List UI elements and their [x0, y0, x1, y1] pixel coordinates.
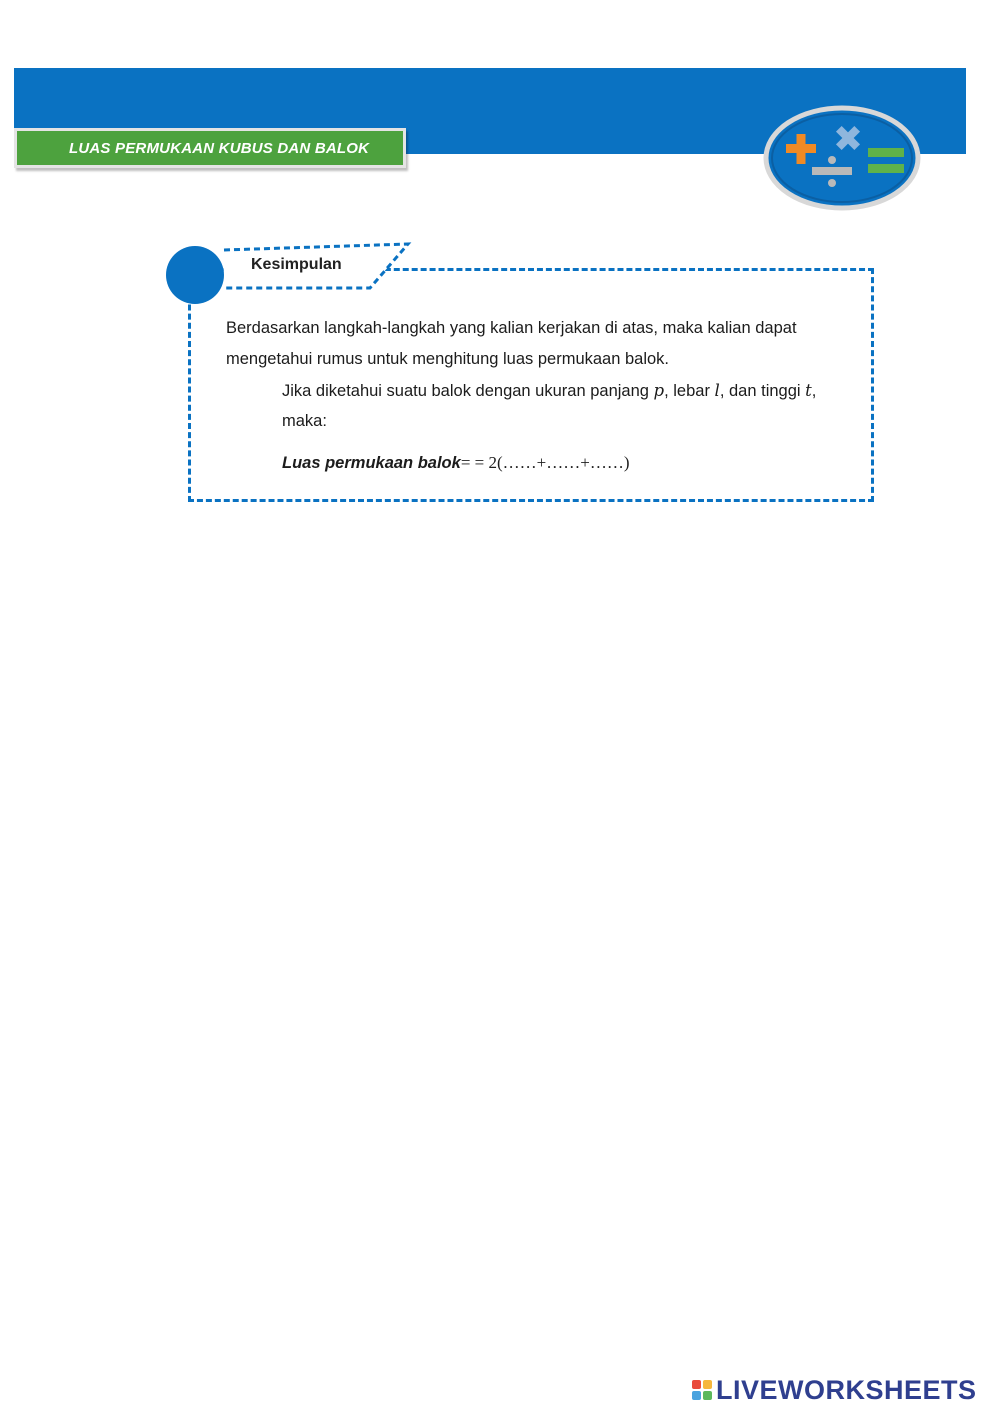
liveworksheets-mark-icon	[692, 1380, 712, 1400]
line3-text-b: , lebar	[664, 382, 715, 400]
variable-t: t	[805, 381, 812, 400]
section-title-tab	[14, 128, 406, 168]
line3-text-d: ,	[811, 382, 817, 400]
conclusion-line-4: maka:	[282, 412, 327, 430]
section-title: LUAS PERMUKAAN KUBUS DAN BALOK	[69, 139, 370, 157]
liveworksheets-brand: LIVEWORKSHEETS	[716, 1374, 977, 1405]
conclusion-line-1: Berdasarkan langkah-langkah yang kalian kerjakan di atas, maka kalian dapat	[226, 319, 797, 337]
line3-text-a: Jika diketahui suatu balok dengan ukuran panjang	[282, 382, 654, 400]
variable-l: l	[714, 381, 720, 400]
conclusion-title: Kesimpulan	[251, 256, 342, 273]
math-operations-icon	[762, 104, 922, 212]
variable-p: p	[653, 381, 665, 400]
liveworksheets-logo	[692, 1375, 977, 1405]
conclusion-line-3	[282, 381, 816, 401]
conclusion-line-2: mengetahui rumus untuk menghitung luas permukaan balok.	[226, 350, 670, 368]
formula-label: Luas permukaan balok	[282, 454, 461, 472]
formula-line	[282, 453, 629, 473]
line3-text-c: , dan tinggi	[719, 382, 806, 400]
formula-answer-blanks[interactable]: = = 2(……+……+……)	[460, 453, 630, 472]
